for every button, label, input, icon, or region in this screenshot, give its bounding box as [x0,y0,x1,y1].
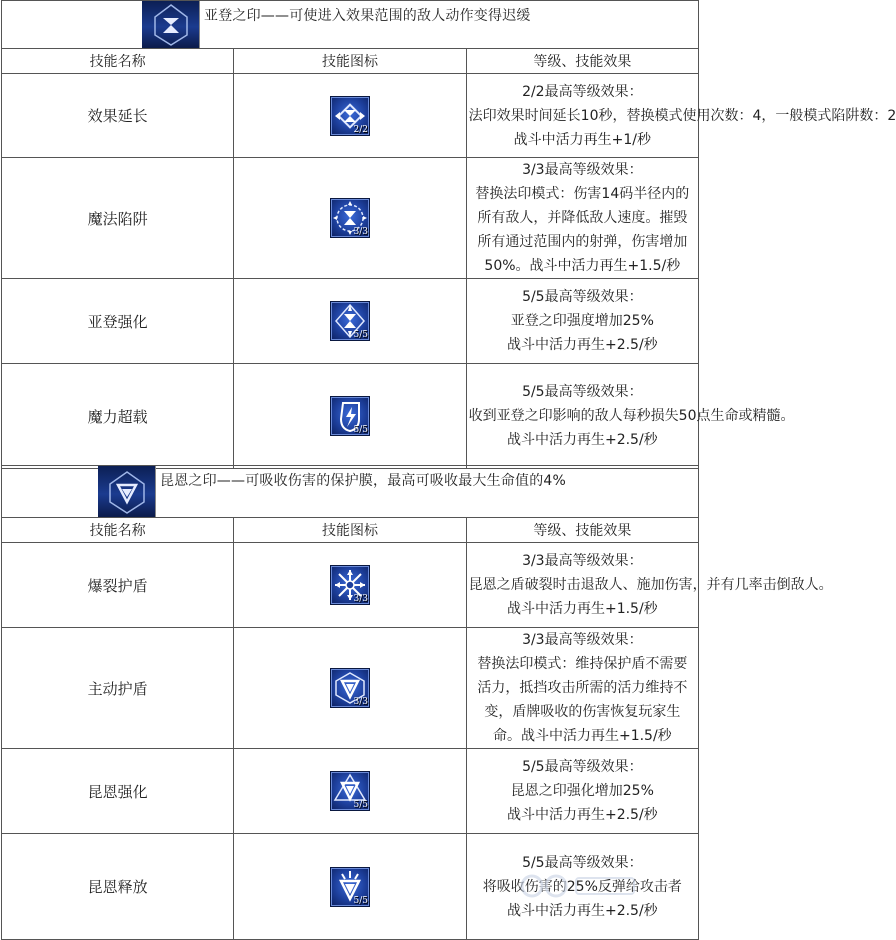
skill-effect [466,279,698,364]
effect-line: 5/5最高等级效果： [522,289,643,305]
effect-line: 战斗中活力再生+2.5/秒 [506,337,658,353]
effect-line: 3/3最高等级效果： [522,553,643,569]
skill-level-badge: 5/5 [353,895,368,906]
effect-line: 战斗中活力再生+1/秒 [513,131,651,148]
effect-line: 5/5最高等级效果： [522,384,643,400]
skill-name: 主动护盾 [2,628,234,749]
quen-intensity-icon [330,771,370,811]
aard-skill-table [1,0,896,469]
magic-trap-icon [330,198,370,238]
table-title: 亚登之印——可使进入效果范围的敌人动作变得迟缓 [204,8,531,24]
skill-level-badge: 3/3 [353,594,368,604]
skill-effect [466,74,896,158]
column-header-name: 技能名称 [2,518,234,543]
effect-line: 替换法印模式：伤害14码半径内的所有敌人，并降低敌人速度。摧毁所有通过范围内的射弹，伤害增加50%。战斗中活力再生+1.5/秒 [475,186,690,274]
site-watermark-logo [520,873,640,899]
skill-name: 爆裂护盾 [2,543,234,628]
effect-line: 5/5最高等级效果： [522,854,643,871]
column-header-effect: 等级、技能效果 [466,518,698,543]
skill-effect [466,543,833,628]
active-shield-icon [330,668,370,708]
skill-effect [466,749,698,834]
skill-effect [466,364,795,469]
skill-name: 昆恩强化 [2,749,234,834]
effect-line: 法印效果时间延长10秒，替换模式使用次数：4，一般模式陷阱数：2 [468,107,896,124]
skill-level-badge: 2/2 [353,124,368,135]
exploding-shield-icon [330,565,370,605]
column-header-icon: 技能图标 [234,518,466,543]
quen-discharge-icon [330,867,370,907]
skill-level-badge: 3/3 [353,227,368,237]
quen-sign-icon [98,466,156,517]
skill-level-badge: 5/5 [353,800,368,810]
skill-name: 亚登强化 [2,279,234,364]
table-row [2,158,699,279]
effect-line: 战斗中活力再生+2.5/秒 [506,902,658,919]
effect-line: 战斗中活力再生+2.5/秒 [506,807,658,823]
column-header-row [2,49,699,74]
table-title-row [2,466,699,518]
supercharged-glyphs-icon [330,396,370,436]
effect-line: 亚登之印强度增加25% [510,313,654,329]
skill-name: 魔法陷阱 [2,158,234,279]
skill-level-badge: 5/5 [353,330,368,340]
aard-sustain-icon [330,96,370,136]
column-header-icon: 技能图标 [234,49,466,74]
table-title: 昆恩之印——可吸收伤害的保护膜，最高可吸收最大生命值的4% [160,473,567,489]
effect-line: 2/2最高等级效果： [522,83,643,100]
effect-line: 3/3最高等级效果： [522,632,643,648]
effect-line: 3/3最高等级效果： [522,162,643,178]
column-header-row [2,518,699,543]
table-row [2,628,699,749]
column-header-name: 技能名称 [2,49,234,74]
skill-effect [466,158,698,279]
aard-intensity-icon [330,301,370,341]
effect-line: 5/5最高等级效果： [522,759,643,775]
table-title-row [2,1,699,49]
effect-line: 收到亚登之印影响的敌人每秒损失50点生命或精髓。 [468,408,795,424]
table-row [2,74,699,158]
effect-line: 替换法印模式：维持保护盾不需要活力，抵挡攻击所需的活力维持不变，盾牌吸收的伤害恢复玩家生命。战斗中活力再生+1.5/秒 [477,656,688,744]
aard-sign-icon [142,1,200,48]
effect-line: 昆恩之盾破裂时击退敌人、施加伤害，并有几率击倒敌人。 [468,577,833,593]
skill-name: 魔力超载 [2,364,234,469]
skill-level-badge: 5/5 [353,425,368,435]
skill-name: 昆恩释放 [2,834,234,940]
table-row [2,279,699,364]
table-row [2,543,699,628]
effect-line: 将吸收伤害的25%反弹给攻击者 [482,878,682,895]
table-row [2,749,699,834]
effect-line: 昆恩之印强化增加25% [510,783,654,799]
column-header-effect: 等级、技能效果 [466,49,698,74]
skill-effect [466,628,698,749]
skill-level-badge: 3/3 [353,697,368,707]
skill-name: 效果延长 [2,74,234,158]
table-row [2,364,699,469]
effect-line: 战斗中活力再生+1.5/秒 [506,601,658,617]
effect-line: 战斗中活力再生+2.5/秒 [506,432,658,448]
quen-skill-table [1,465,833,940]
